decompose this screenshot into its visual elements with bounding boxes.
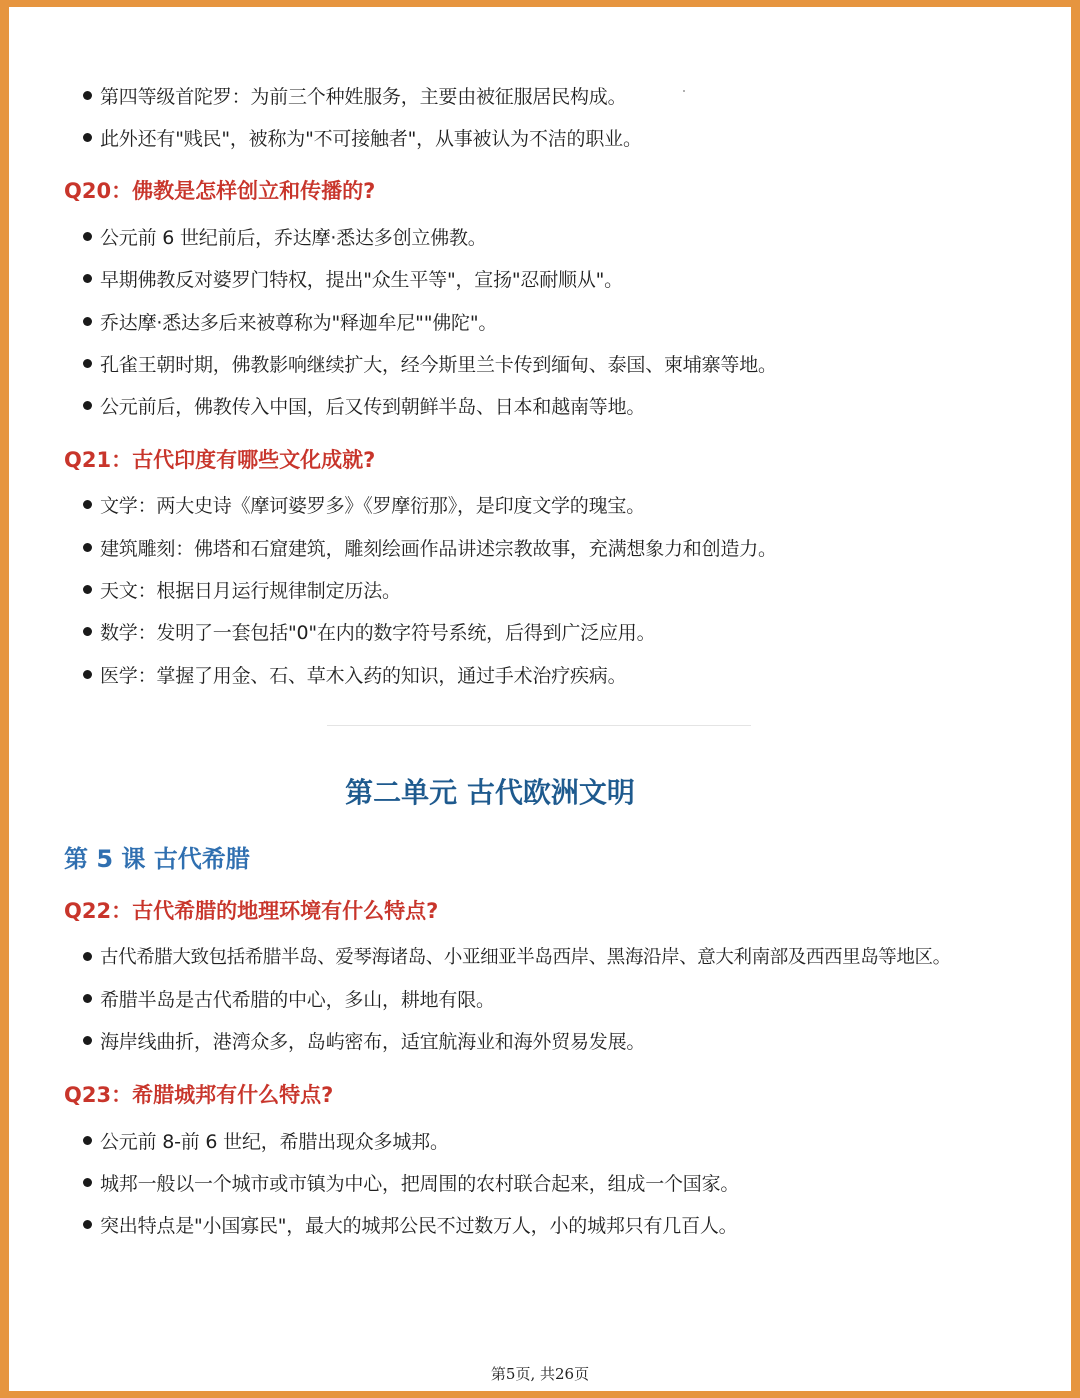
list-item: 希腊半岛是古代希腊的中心，多山，耕地有限。 — [83, 985, 495, 1015]
list-item: 城邦一般以一个城市或市镇为中心，把周围的农村联合起来，组成一个国家。 — [83, 1169, 739, 1199]
list-item: 医学：掌握了用金、石、草木入药的知识，通过手术治疗疾病。 — [83, 661, 626, 691]
section-divider — [327, 725, 751, 726]
bullet-dot-icon — [83, 1036, 92, 1045]
bullet-dot-icon — [83, 359, 92, 368]
question-heading: Q22：古代希腊的地理环境有什么特点? — [64, 899, 439, 923]
bullet-dot-icon — [83, 627, 92, 636]
list-item: 早期佛教反对婆罗门特权，提出"众生平等"，宣扬"忍耐顺从"。 — [83, 265, 623, 295]
bullet-dot-icon — [83, 401, 92, 410]
list-item: 古代希腊大致包括希腊半岛、爱琴海诸岛、小亚细亚半岛西岸、黑海沿岸、意大利南部及西西里岛等地区。 — [83, 943, 951, 973]
bullet-dot-icon — [83, 91, 92, 100]
page-number-footer: 第5页, 共26页 — [490, 1365, 590, 1383]
list-item: 乔达摩·悉达多后来被尊称为"释迦牟尼""佛陀"。 — [83, 308, 497, 338]
list-item: 突出特点是"小国寡民"，最大的城邦公民不过数万人，小的城邦只有几百人。 — [83, 1211, 737, 1241]
bullet-dot-icon — [83, 543, 92, 552]
bullet-dot-icon — [83, 1178, 92, 1187]
question-heading: Q23：希腊城邦有什么特点? — [64, 1083, 334, 1107]
bullet-dot-icon — [83, 952, 92, 961]
question-heading: Q21：古代印度有哪些文化成就? — [64, 448, 376, 472]
bullet-dot-icon — [83, 994, 92, 1003]
list-item: 孔雀王朝时期，佛教影响继续扩大，经今斯里兰卡传到缅甸、泰国、柬埔寨等地。 — [83, 350, 777, 380]
list-item: 天文：根据日月运行规律制定历法。 — [83, 576, 401, 606]
list-item: 海岸线曲折，港湾众多，岛屿密布，适宜航海业和海外贸易发展。 — [83, 1027, 645, 1057]
bullet-dot-icon — [83, 500, 92, 509]
list-item: 建筑雕刻：佛塔和石窟建筑，雕刻绘画作品讲述宗教故事，充满想象力和创造力。 — [83, 534, 777, 564]
document-page — [9, 7, 1071, 1391]
lesson-title: 第 5 课 古代希腊 — [64, 845, 250, 873]
bullet-dot-icon — [83, 585, 92, 594]
list-item: 公元前 8-前 6 世纪，希腊出现众多城邦。 — [83, 1127, 449, 1157]
bullet-dot-icon — [83, 232, 92, 241]
bullet-dot-icon — [83, 274, 92, 283]
bullet-dot-icon — [83, 317, 92, 326]
list-item: 此外还有"贱民"，被称为"不可接触者"，从事被认为不洁的职业。 — [83, 124, 642, 154]
list-item: 公元前 6 世纪前后，乔达摩·悉达多创立佛教。 — [83, 223, 487, 253]
question-heading: Q20：佛教是怎样创立和传播的? — [64, 179, 376, 203]
list-item: 数学：发明了一套包括"0"在内的数字符号系统，后得到广泛应用。 — [83, 618, 655, 648]
stray-dot — [683, 90, 685, 92]
bullet-dot-icon — [83, 1220, 92, 1229]
list-item: 第四等级首陀罗：为前三个种姓服务，主要由被征服居民构成。 — [83, 82, 626, 112]
bullet-dot-icon — [83, 670, 92, 679]
list-item: 文学：两大史诗《摩诃婆罗多》《罗摩衍那》，是印度文学的瑰宝。 — [83, 491, 645, 521]
unit-title: 第二单元 古代欧洲文明 — [345, 776, 635, 809]
list-item: 公元前后，佛教传入中国，后又传到朝鲜半岛、日本和越南等地。 — [83, 392, 645, 422]
bullet-dot-icon — [83, 1136, 92, 1145]
bullet-dot-icon — [83, 133, 92, 142]
